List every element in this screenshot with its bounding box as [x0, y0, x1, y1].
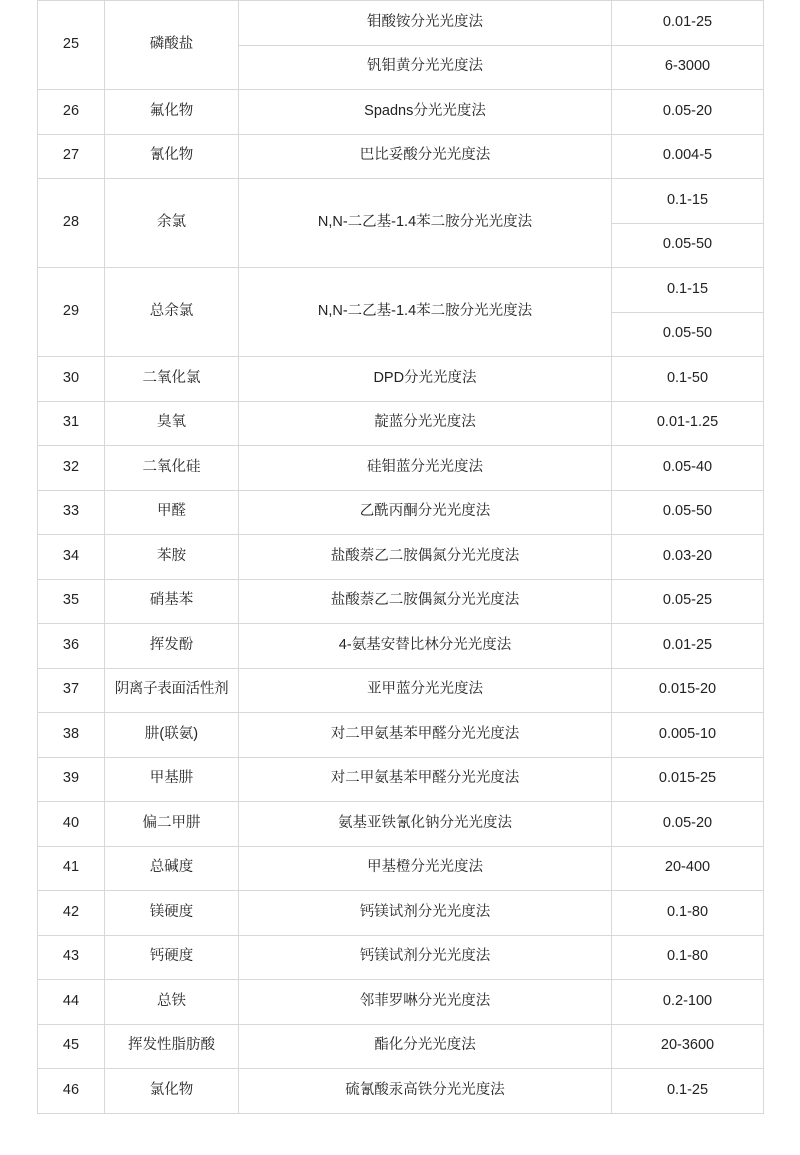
- cell-parameter-name: 臭氧: [105, 401, 239, 446]
- table-row: [38, 935, 764, 980]
- cell-parameter-name: 氟化物: [105, 90, 239, 135]
- cell-measuring-range: 0.05-50: [612, 223, 764, 268]
- cell-measuring-range: 0.1-80: [612, 935, 764, 980]
- table-row: [38, 757, 764, 802]
- cell-measuring-range: 0.1-15: [612, 179, 764, 224]
- table-row: [38, 535, 764, 580]
- table-row: [38, 268, 764, 313]
- cell-measuring-range: 0.01-25: [612, 1, 764, 46]
- cell-index: 42: [38, 891, 105, 936]
- cell-parameter-name: 苯胺: [105, 535, 239, 580]
- cell-measuring-range: 0.03-20: [612, 535, 764, 580]
- cell-parameter-name: 镁硬度: [105, 891, 239, 936]
- cell-measuring-range: 0.015-25: [612, 757, 764, 802]
- table-row: [38, 490, 764, 535]
- cell-index: 28: [38, 179, 105, 268]
- cell-parameter-name: 二氧化硅: [105, 446, 239, 491]
- cell-method: 4-氨基安替比林分光光度法: [239, 624, 612, 669]
- cell-parameter-name: 肼(联氨): [105, 713, 239, 758]
- table-row: [38, 401, 764, 446]
- cell-measuring-range: 0.05-40: [612, 446, 764, 491]
- cell-parameter-name: 挥发酚: [105, 624, 239, 669]
- table-row: [38, 1024, 764, 1069]
- cell-parameter-name: 余氯: [105, 179, 239, 268]
- cell-parameter-name: 氯化物: [105, 1069, 239, 1114]
- cell-measuring-range: 0.1-15: [612, 268, 764, 313]
- table-row: [38, 891, 764, 936]
- cell-index: 31: [38, 401, 105, 446]
- table-row: [38, 179, 764, 224]
- cell-method: 邻菲罗啉分光光度法: [239, 980, 612, 1025]
- cell-measuring-range: 0.05-50: [612, 490, 764, 535]
- cell-method: 氨基亚铁氰化钠分光光度法: [239, 802, 612, 847]
- cell-index: 27: [38, 134, 105, 179]
- table-row: [38, 134, 764, 179]
- cell-index: 25: [38, 1, 105, 90]
- cell-method: 盐酸萘乙二胺偶氮分光光度法: [239, 579, 612, 624]
- cell-method: 巴比妥酸分光光度法: [239, 134, 612, 179]
- table-row: [38, 1069, 764, 1114]
- cell-index: 41: [38, 846, 105, 891]
- cell-parameter-name: 偏二甲肼: [105, 802, 239, 847]
- cell-method: Spadns分光光度法: [239, 90, 612, 135]
- cell-measuring-range: 0.004-5: [612, 134, 764, 179]
- cell-parameter-name: 甲基肼: [105, 757, 239, 802]
- table-row: [38, 357, 764, 402]
- cell-index: 26: [38, 90, 105, 135]
- cell-measuring-range: 0.05-25: [612, 579, 764, 624]
- cell-index: 30: [38, 357, 105, 402]
- cell-index: 37: [38, 668, 105, 713]
- cell-measuring-range: 0.005-10: [612, 713, 764, 758]
- cell-parameter-name: 钙硬度: [105, 935, 239, 980]
- cell-measuring-range: 6-3000: [612, 45, 764, 90]
- cell-measuring-range: 0.1-25: [612, 1069, 764, 1114]
- table-body: [38, 1, 764, 1114]
- cell-index: 38: [38, 713, 105, 758]
- cell-parameter-name: 总余氯: [105, 268, 239, 357]
- cell-measuring-range: 0.1-50: [612, 357, 764, 402]
- cell-method: 盐酸萘乙二胺偶氮分光光度法: [239, 535, 612, 580]
- cell-measuring-range: 20-400: [612, 846, 764, 891]
- cell-parameter-name: 二氧化氯: [105, 357, 239, 402]
- cell-index: 35: [38, 579, 105, 624]
- cell-measuring-range: 0.01-25: [612, 624, 764, 669]
- cell-parameter-name: 总铁: [105, 980, 239, 1025]
- table-row: [38, 846, 764, 891]
- cell-index: 44: [38, 980, 105, 1025]
- cell-method: 甲基橙分光光度法: [239, 846, 612, 891]
- cell-method: 硅钼蓝分光光度法: [239, 446, 612, 491]
- cell-method: 钙镁试剂分光光度法: [239, 891, 612, 936]
- cell-method: DPD分光光度法: [239, 357, 612, 402]
- cell-index: 46: [38, 1069, 105, 1114]
- cell-measuring-range: 0.2-100: [612, 980, 764, 1025]
- cell-measuring-range: 0.015-20: [612, 668, 764, 713]
- cell-measuring-range: 0.05-20: [612, 802, 764, 847]
- cell-method: 亚甲蓝分光光度法: [239, 668, 612, 713]
- cell-parameter-name: 总碱度: [105, 846, 239, 891]
- cell-measuring-range: 0.01-1.25: [612, 401, 764, 446]
- cell-index: 45: [38, 1024, 105, 1069]
- cell-method: N,N-二乙基-1.4苯二胺分光光度法: [239, 179, 612, 268]
- cell-index: 39: [38, 757, 105, 802]
- cell-parameter-name: 硝基苯: [105, 579, 239, 624]
- cell-method: 对二甲氨基苯甲醛分光光度法: [239, 757, 612, 802]
- cell-index: 40: [38, 802, 105, 847]
- table-row: [38, 802, 764, 847]
- cell-method: 靛蓝分光光度法: [239, 401, 612, 446]
- cell-parameter-name: 氰化物: [105, 134, 239, 179]
- table-row: [38, 713, 764, 758]
- cell-index: 34: [38, 535, 105, 580]
- cell-index: 43: [38, 935, 105, 980]
- table-row: [38, 90, 764, 135]
- cell-method: 对二甲氨基苯甲醛分光光度法: [239, 713, 612, 758]
- cell-method: 钼酸铵分光光度法: [239, 1, 612, 46]
- cell-method: 硫氰酸汞高铁分光光度法: [239, 1069, 612, 1114]
- cell-index: 36: [38, 624, 105, 669]
- cell-parameter-name: 甲醛: [105, 490, 239, 535]
- cell-parameter-name: 磷酸盐: [105, 1, 239, 90]
- table-row: [38, 668, 764, 713]
- cell-method: 酯化分光光度法: [239, 1024, 612, 1069]
- cell-parameter-name: 挥发性脂肪酸: [105, 1024, 239, 1069]
- table-row: [38, 980, 764, 1025]
- cell-method: 钒钼黄分光光度法: [239, 45, 612, 90]
- table-row: [38, 579, 764, 624]
- cell-method: 乙酰丙酮分光光度法: [239, 490, 612, 535]
- cell-index: 33: [38, 490, 105, 535]
- table-row: [38, 446, 764, 491]
- cell-method: 钙镁试剂分光光度法: [239, 935, 612, 980]
- specification-table: [37, 0, 764, 1114]
- table-row: [38, 1, 764, 46]
- cell-measuring-range: 0.05-50: [612, 312, 764, 357]
- cell-parameter-name: 阴离子表面活性剂: [105, 668, 239, 713]
- cell-measuring-range: 0.05-20: [612, 90, 764, 135]
- cell-method: N,N-二乙基-1.4苯二胺分光光度法: [239, 268, 612, 357]
- table-row: [38, 624, 764, 669]
- cell-index: 29: [38, 268, 105, 357]
- cell-measuring-range: 0.1-80: [612, 891, 764, 936]
- cell-measuring-range: 20-3600: [612, 1024, 764, 1069]
- cell-index: 32: [38, 446, 105, 491]
